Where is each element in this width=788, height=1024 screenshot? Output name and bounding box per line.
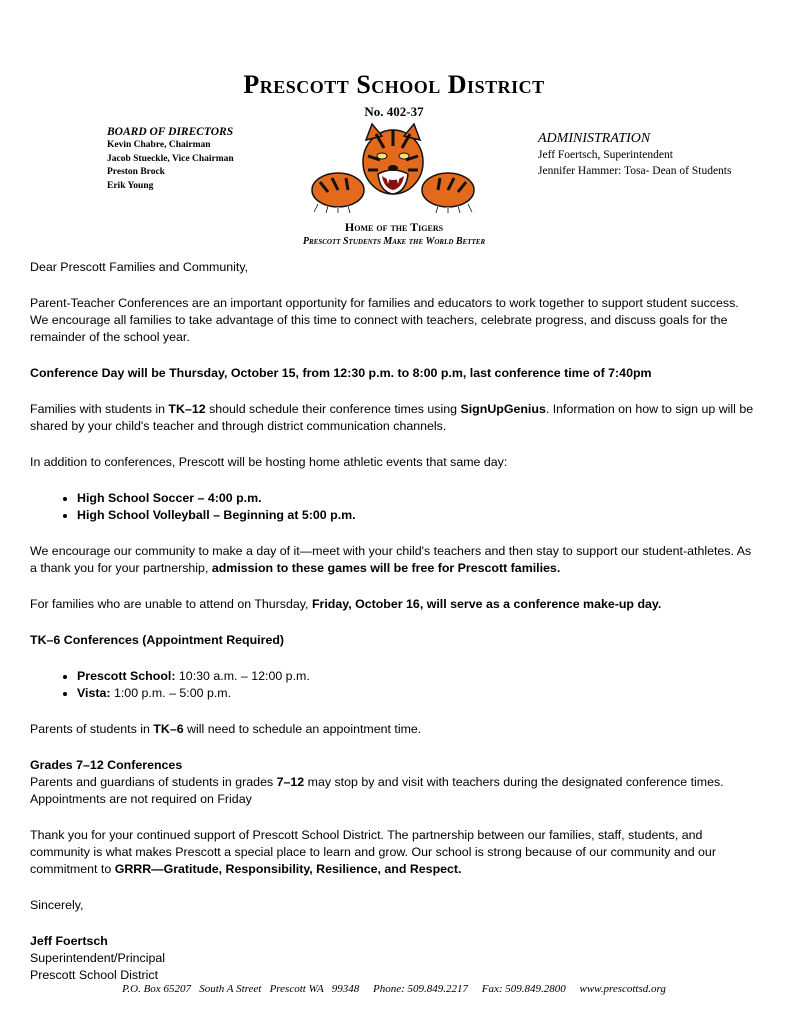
board-member: Jacob Stueckle, Vice Chairman — [107, 153, 234, 164]
tk6-note-text: Parents of students in — [30, 722, 154, 736]
school-time: 1:00 p.m. – 5:00 p.m. — [110, 686, 232, 700]
greeting: Dear Prescott Families and Community, — [30, 260, 249, 274]
thanks-paragraph — [30, 827, 760, 878]
free-admission: admission to these games will be free for Prescott families. — [211, 561, 561, 575]
admin-heading: ADMINISTRATION — [538, 131, 651, 146]
list-item — [77, 685, 760, 702]
tk6-grades: TK–6 — [153, 722, 184, 736]
makeup-text: For families who are unable to attend on Thursday, — [30, 597, 312, 611]
list-item — [77, 668, 760, 685]
district-number: No. 402-37 — [364, 104, 424, 119]
signup-text: Families with students in — [30, 402, 169, 416]
administration — [538, 130, 731, 179]
board-member: Preston Brock — [107, 167, 165, 177]
school-label: Prescott School: — [77, 669, 176, 683]
signer-name — [30, 933, 760, 950]
signup-text: should schedule their conference times using — [205, 402, 461, 416]
community-paragraph — [30, 543, 760, 577]
signer-org: Prescott School District — [30, 968, 159, 982]
signup-paragraph — [30, 401, 760, 435]
school-label: Vista: — [77, 686, 111, 700]
admin-member: Jennifer Hammer: Tosa- Dean of Students — [538, 165, 732, 177]
tk6-note — [30, 721, 760, 738]
tiger-mascot-logo — [306, 122, 480, 214]
makeup-paragraph — [30, 596, 760, 613]
g712-text: Parents and guardians of students in grades — [30, 775, 277, 789]
district-motto: Prescott Students Make the World Better — [302, 236, 486, 247]
closing: Sincerely, — [30, 898, 84, 912]
events-list — [30, 490, 760, 524]
g712-grades: 7–12 — [276, 775, 305, 789]
board-member: Kevin Chabre, Chairman — [107, 140, 211, 150]
tk6-list — [30, 668, 760, 702]
g712-heading — [30, 757, 760, 774]
admin-member: Jeff Foertsch, Superintendent — [538, 149, 673, 161]
event-item: High School Volleyball – Beginning at 5:00 p.m. — [77, 508, 356, 522]
district-title: Prescott School District — [243, 70, 545, 99]
list-item — [77, 507, 760, 524]
makeup-day: Friday, October 16, will serve as a conference make-up day. — [311, 597, 662, 611]
letter-body — [30, 259, 760, 984]
board-of-directors — [107, 125, 234, 193]
board-heading: BOARD OF DIRECTORS — [107, 126, 234, 138]
home-of-tigers: Home of the Tigers — [344, 220, 444, 234]
signup-tool: SignUpGenius — [460, 402, 546, 416]
signup-text: . Information on how to sign up will be shared by your child's teacher and through district communication channels. — [30, 402, 754, 433]
signature-block — [30, 933, 760, 984]
community-text: We encourage our community to make a day of it—meet with your child's teachers and then stay to support our student-athletes. As a thank you for your partnership, — [30, 544, 752, 575]
event-item: High School Soccer – 4:00 p.m. — [77, 491, 262, 505]
grrr-values: GRRR—Gratitude, Responsibility, Resilience, and Respect. — [114, 862, 462, 876]
g712-text: may stop by and visit with teachers during the designated conference times. Appointments are not required on Friday — [30, 775, 724, 806]
board-member: Erik Young — [107, 180, 154, 191]
signup-grades: TK–12 — [168, 402, 206, 416]
school-time: 10:30 a.m. – 12:00 p.m. — [175, 669, 310, 683]
athletics-intro: In addition to conferences, Prescott will be hosting home athletic events that same day: — [30, 455, 508, 469]
intro-paragraph: Parent-Teacher Conferences are an important opportunity for families and educators to work together to support student success. We encourage all families to take advantage of this time to connect with teachers, celebrate progress, and discuss goals for the remainder of the school year. — [30, 296, 739, 344]
g712-heading-text: Grades 7–12 Conferences — [30, 758, 183, 772]
conference-day-text: Conference Day will be Thursday, October 15, from 12:30 p.m. to 8:00 p.m, last conference time of 7:40pm — [30, 366, 652, 380]
footer-contact: P.O. Box 65207 South A Street Prescott WA 99348 Phone: 509.849.2217 Fax: 509.849.2800 www.prescottsd.org — [122, 983, 666, 995]
thanks-text: Thank you for your continued support of Prescott School District. The partnership between our families, staff, students, and community is what makes Prescott a special place to learn and grow. Our school is strong because of our community and our commitment to — [30, 828, 716, 876]
g712-paragraph — [30, 774, 760, 808]
tk6-heading — [30, 632, 760, 649]
signer-name-text: Jeff Foertsch — [30, 934, 108, 948]
tk6-note-text: will need to schedule an appointment time. — [183, 722, 422, 736]
list-item — [77, 490, 760, 507]
tk6-heading-text: TK–6 Conferences (Appointment Required) — [30, 633, 285, 647]
conference-day — [30, 365, 760, 382]
signer-title: Superintendent/Principal — [30, 951, 166, 965]
